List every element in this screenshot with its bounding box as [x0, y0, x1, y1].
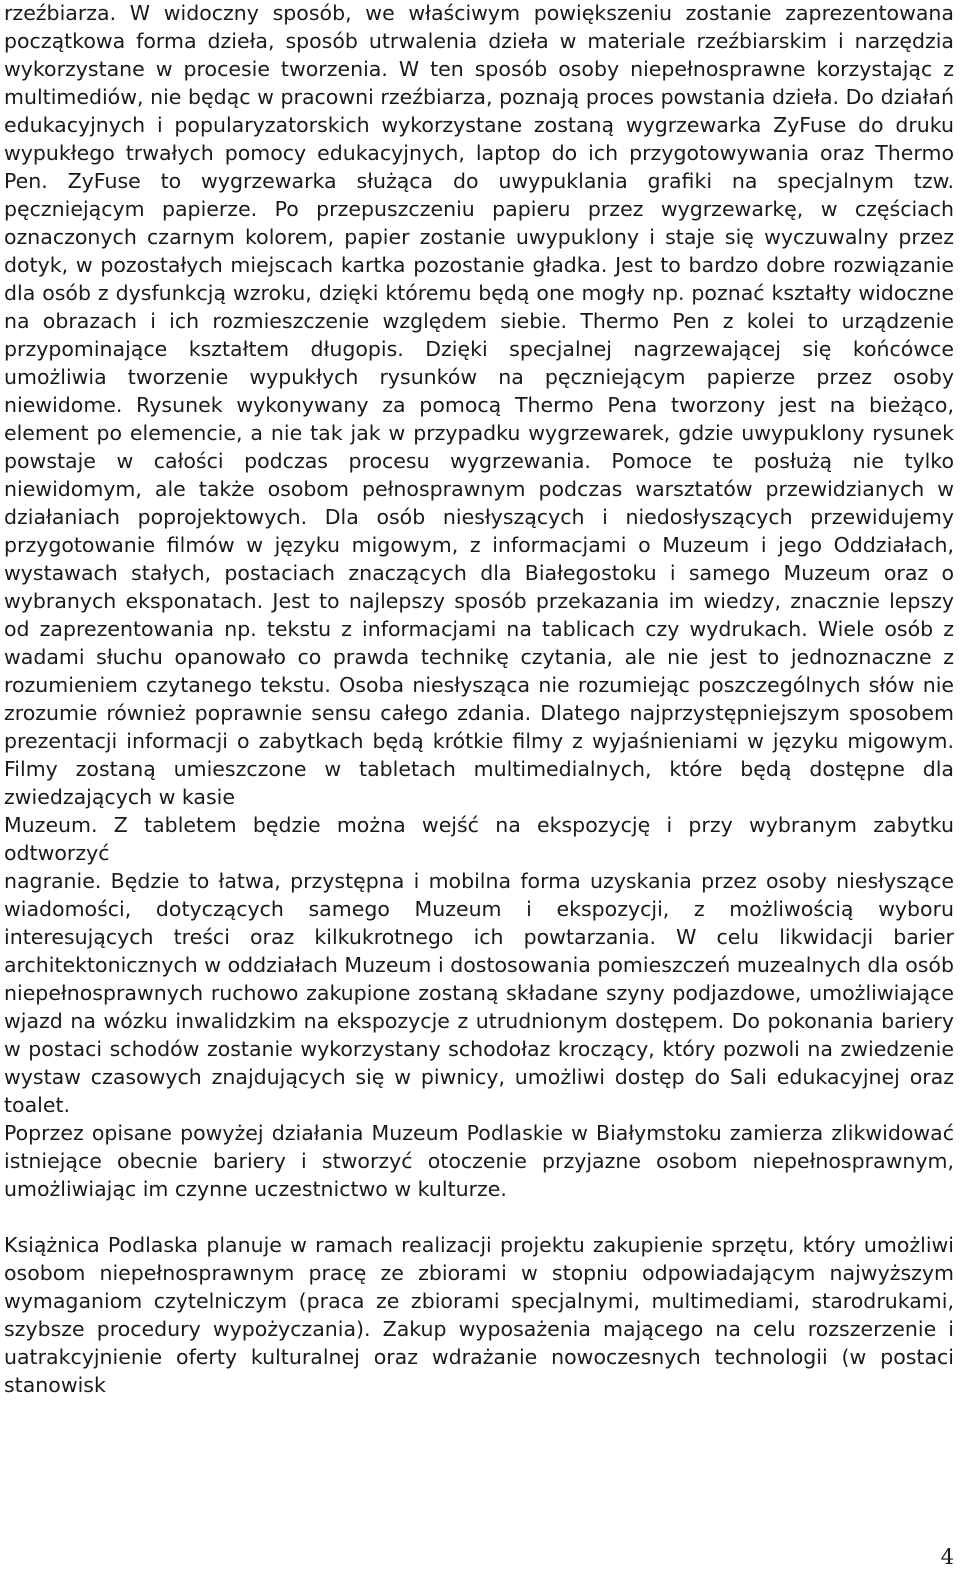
paragraph-library: Książnica Podlaska planuje w ramach realizacji projektu zakupienie sprzętu, który umożliwi osobom niepełnosprawnym pracę ze zbiorami w stopniu odpowiadającym najwyższym wymaganiom czytelniczym (praca ze zbiorami specjalnymi, multimediami, starodrukami, szybsze procedury wypożyczania). Zakup wyposażenia mającego na celu rozszerzenie i uatrakcyjnienie oferty kulturalnej oraz wdrażanie nowoczesnych technologii (w postaci stanowisk	[4, 1233, 954, 1397]
page-number: 4	[940, 1545, 954, 1569]
paragraph-museum-accessibility: rzeźbiarza. W widoczny sposób, we właściwym powiększeniu zostanie zaprezentowana początkowa forma dzieła, sposób utrwalenia dzieła w materiale rzeźbiarskim i narzędzia wykorzystane w procesie tworzenia. W ten sposób osoby niepełnosprawne korzystając z multimediów, nie będąc w pracowni rzeźbiarza, poznają proces powstania dzieła. Do działań edukacyjnych i popularyzatorskich wykorzystane zostaną wygrzewarka ZyFuse do druku wypukłego trwałych pomocy edukacyjnych, laptop do ich przygotowywania oraz Thermo Pen. ZyFuse to wygrzewarka służąca do uwypuklania grafiki na specjalnym tzw. pęczniejącym papierze. Po przepuszczeniu papieru przez wygrzewarkę, w częściach oznaczonych czarnym kolorem, papier zostanie uwypuklony i staje się wyczuwalny przez dotyk, w pozostałych miejscach kartka pozostanie gładka. Jest to bardzo dobre rozwiązanie dla osób z dysfunkcją wzroku, dzięki któremu będą one mogły np. poznać kształty widoczne na obrazach i ich rozmieszczenie względem siebie. Thermo Pen z kolei to urządzenie przypominające kształtem długopis. Dzięki specjalnej nagrzewającej się końcówce umożliwia tworzenie wypukłych rysunków na pęczniejącym papierze przez osoby niewidome. Rysunek wykonywany za pomocą Thermo Pena tworzony jest na bieżąco, element po elemencie, a nie tak jak w przypadku wygrzewarek, gdzie uwypuklony rysunek powstaje w całości podczas procesu wygrzewania. Pomoce te posłużą nie tylko niewidomym, ale także osobom pełnosprawnym podczas warsztatów przewidzianych w działaniach poprojektowych. Dla osób niesłyszących i niedosłyszących przewidujemy przygotowanie filmów w języku migowym, z informacjami o Muzeum i jego Oddziałach, wystawach stałych, postaciach znaczących dla Białegostoku i samego Muzeum oraz o wybranych eksponatach. Jest to najlepszy sposób przekazania im wiedzy, znacznie lepszy od zaprezentowania np. tekstu z informacjami na tablicach czy wydrukach. Wiele osób z wadami słuchu opanowało co prawda technikę czytania, ale nie jest to jednoznaczne z rozumieniem czytanego tekstu. Osoba niesłysząca nie rozumiejąc poszczególnych słów nie zrozumie również poprawnie sensu całego zdania. Dlatego najprzystępniejszym sposobem prezentacji informacji o zabytkach będą krótkie filmy z wyjaśnieniami w języku migowym. Filmy zostaną umieszczone w tabletach multimedialnych, które będą dostępne dla zwiedzających w kasie	[4, 1, 954, 809]
paragraph-spacer	[4, 1203, 954, 1231]
document-body	[4, 0, 954, 1399]
paragraph-tablet-line: Muzeum. Z tabletem będzie można wejść na ekspozycję i przy wybranym zabytku odtworzyć	[4, 813, 954, 865]
paragraph-summary: Poprzez opisane powyżej działania Muzeum Podlaskie w Białymstoku zamierza zlikwidować istniejące obecnie bariery i stworzyć otoczenie przyjazne osobom niepełnosprawnym, umożliwiając im czynne uczestnictwo w kulturze.	[4, 1121, 954, 1201]
paragraph-recording-architecture: nagranie. Będzie to łatwa, przystępna i mobilna forma uzyskania przez osoby niesłyszące wiadomości, dotyczących samego Muzeum i ekspozycji, z możliwością wyboru interesujących treści oraz kilkukrotnego ich powtarzania. W celu likwidacji barier architektonicznych w oddziałach Muzeum i dostosowania pomieszczeń muzealnych dla osób niepełnosprawnych ruchowo zakupione zostaną składane szyny podjazdowe, umożliwiające wjazd na wózku inwalidzkim na ekspozycje z utrudnionym dostępem. Do pokonania bariery w postaci schodów zostanie wykorzystany schodołaz kroczący, który pozwoli na zwiedzenie wystaw czasowych znajdujących się w piwnicy, umożliwi dostęp do Sali edukacyjnej oraz toalet.	[4, 869, 954, 1117]
